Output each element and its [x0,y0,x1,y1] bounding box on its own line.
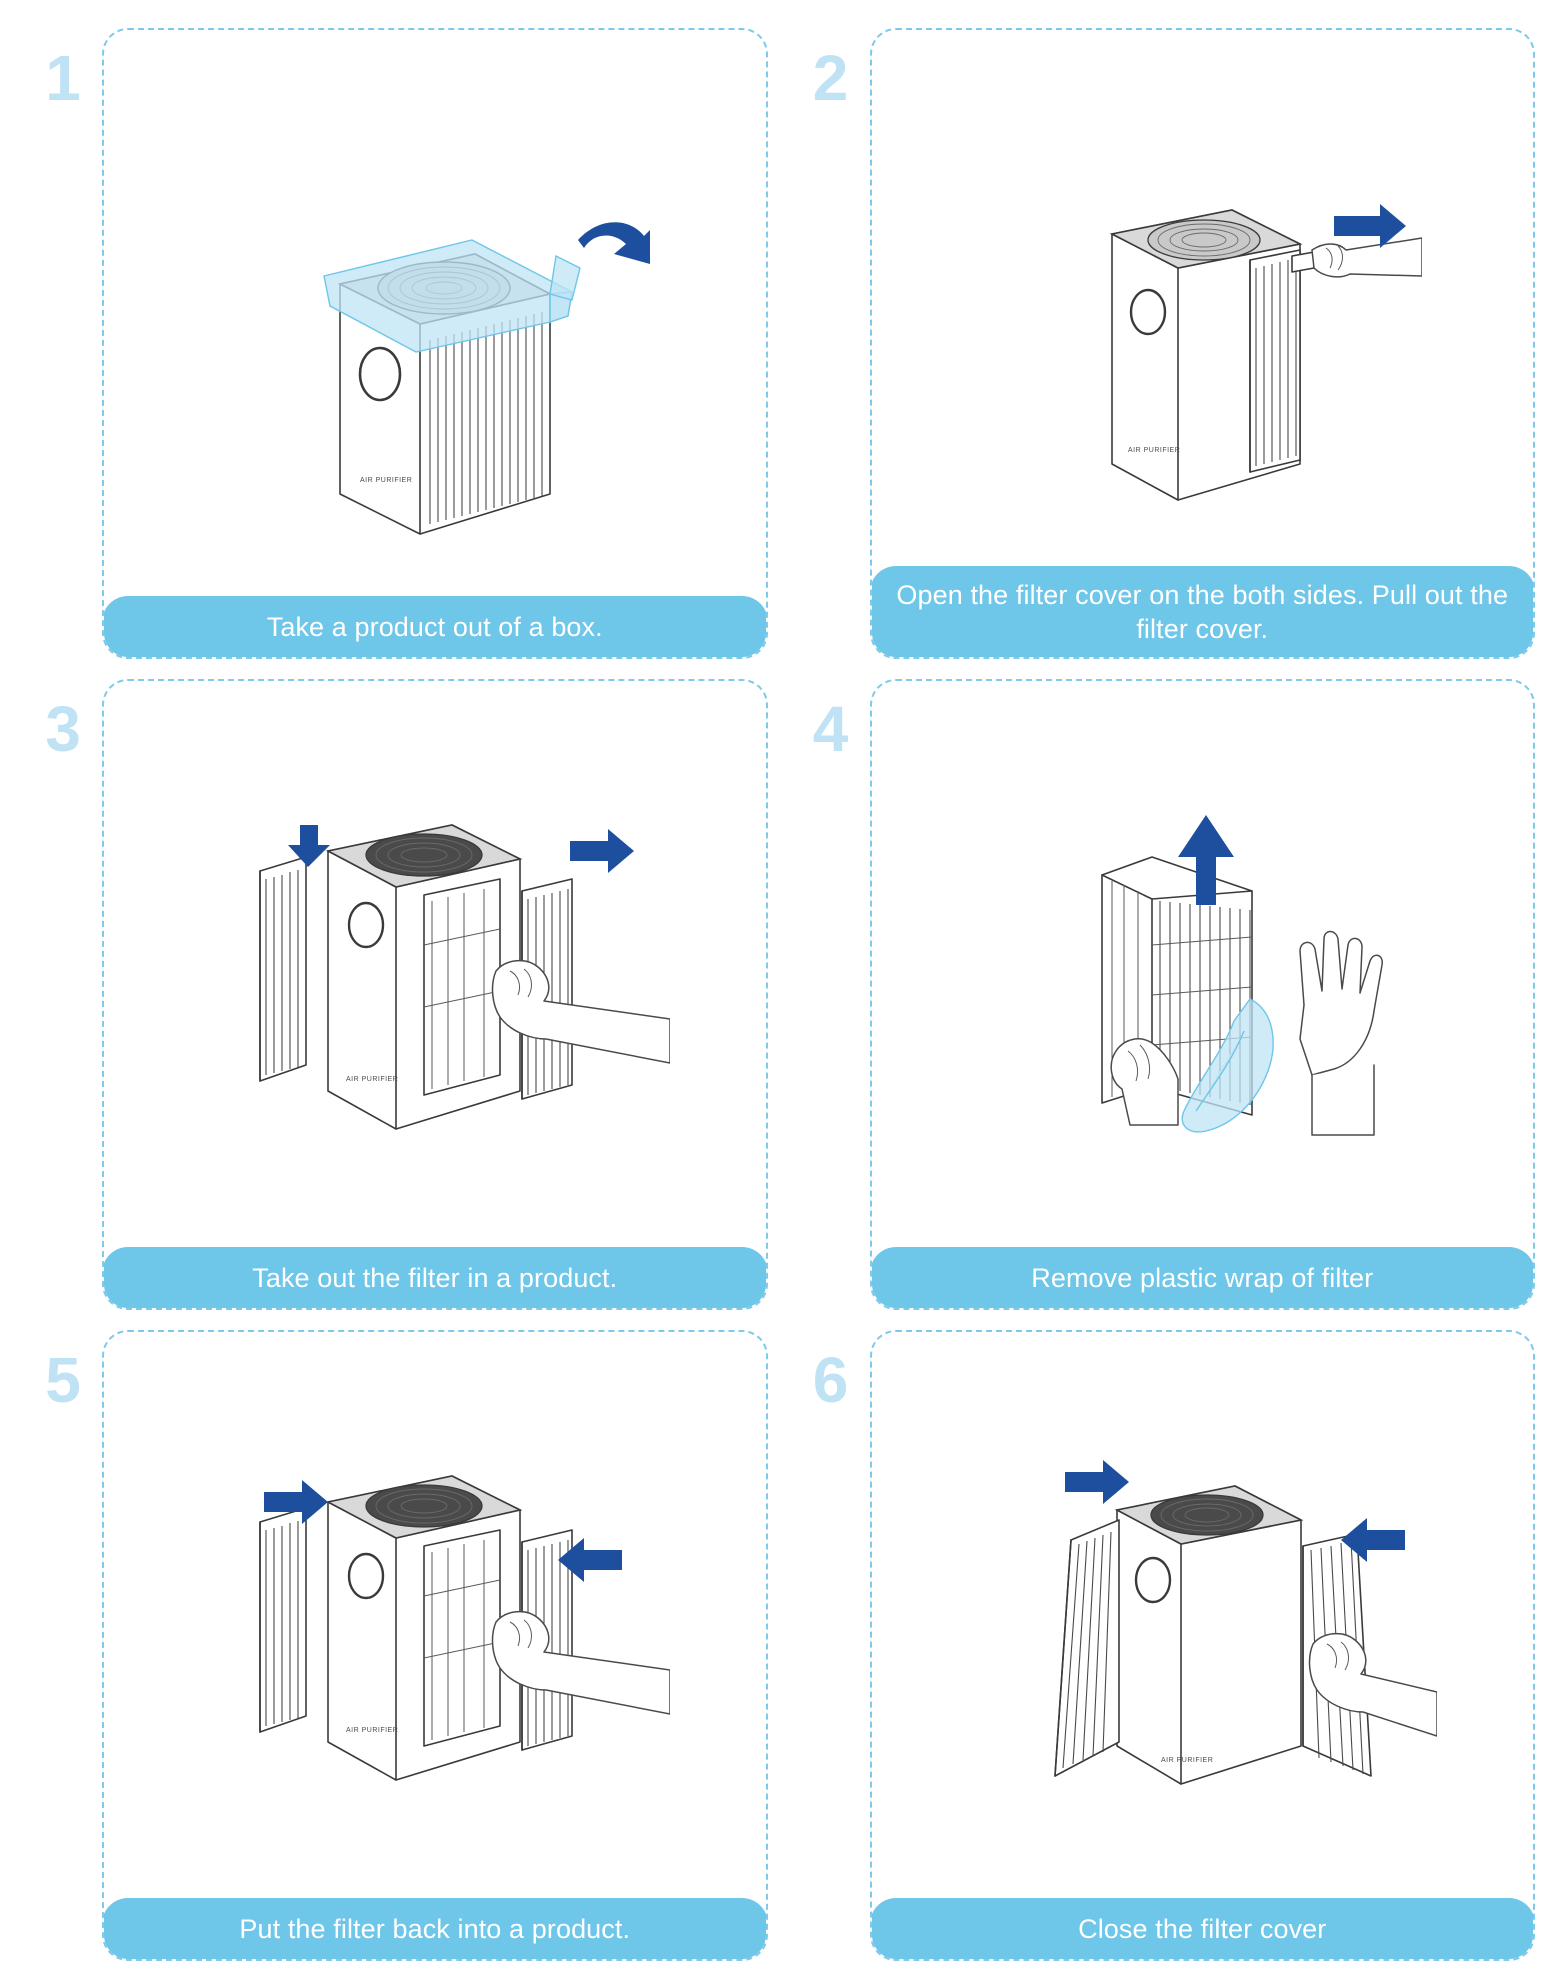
step-panel-6 [870,1330,1536,1961]
step-2 [792,28,1536,659]
step-number-6: 6 [812,1344,849,1416]
step-number-1: 1 [45,42,81,114]
step-panel-2 [870,28,1536,659]
illustration-put-filters-back [104,1332,766,1959]
step-caption-3: Take out the filter in a product. [102,1247,768,1310]
illustration-take-product-out-of-box [104,30,766,657]
svg-text:AIR PURIFIER: AIR PURIFIER [345,1075,399,1083]
illustration-remove-plastic-wrap [872,681,1534,1308]
step-caption-6: Close the filter cover [870,1898,1536,1961]
step-3 [24,679,768,1310]
step-number-4: 4 [812,693,849,765]
step-caption-5: Put the filter back into a product. [102,1898,768,1961]
svg-text:AIR PURIFIER: AIR PURIFIER [1161,1756,1214,1764]
step-panel-3 [102,679,768,1310]
svg-text:AIR PURIFIER: AIR PURIFIER [359,476,413,484]
step-number-2: 2 [812,42,849,114]
step-caption-1: Take a product out of a box. [102,596,768,659]
step-panel-5 [102,1330,768,1961]
step-number-3: 3 [45,693,81,765]
step-1 [24,28,768,659]
step-caption-4: Remove plastic wrap of filter [870,1247,1536,1310]
step-caption-2: Open the filter cover on the both sides. Pull out the filter cover. [870,566,1536,659]
step-6 [792,1330,1536,1961]
step-5 [24,1330,768,1961]
step-panel-1 [102,28,768,659]
step-number-5: 5 [45,1344,81,1416]
svg-text:AIR PURIFIER: AIR PURIFIER [345,1726,399,1734]
illustration-take-out-filters [104,681,766,1308]
illustration-open-filter-cover [872,30,1534,657]
step-panel-4 [870,679,1536,1310]
illustration-close-filter-covers [872,1332,1534,1959]
step-4 [792,679,1536,1310]
svg-text:AIR PURIFIER: AIR PURIFIER [1128,446,1181,454]
steps-grid [24,28,1535,1961]
